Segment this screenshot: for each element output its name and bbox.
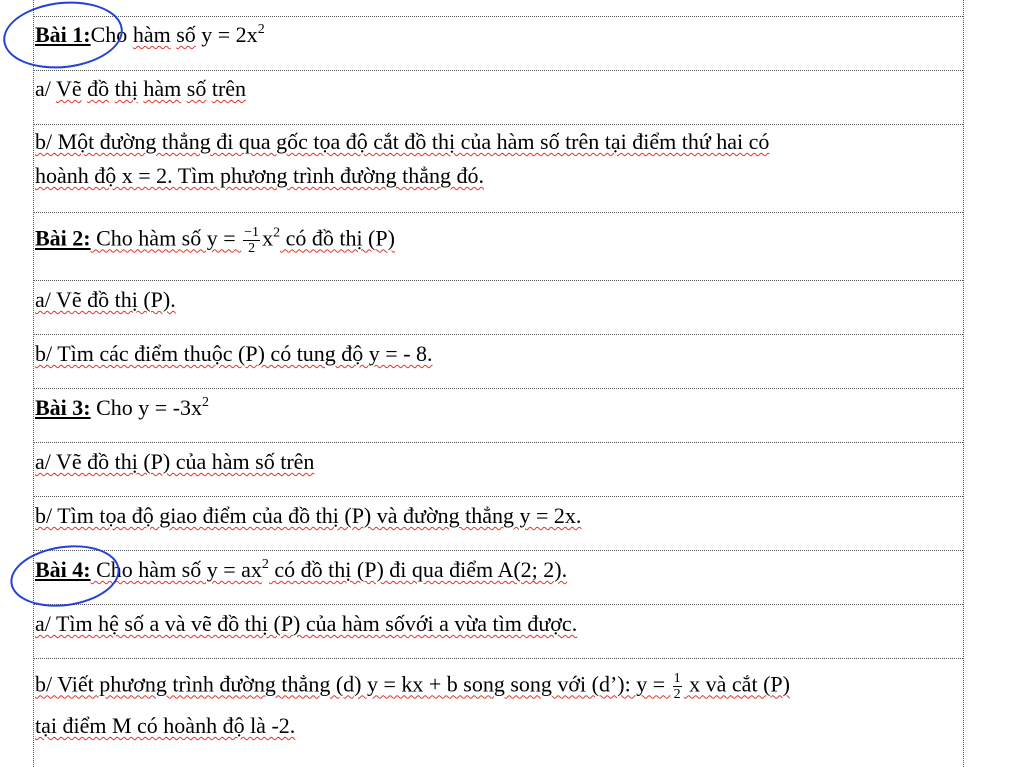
bai1-a <box>35 76 246 102</box>
bai4-label: Bài 4: <box>35 557 91 582</box>
fraction <box>673 671 682 702</box>
fraction-denominator: 2 <box>673 687 681 702</box>
bai3-a: a/ Vẽ đồ thị (P) của hàm số trên <box>35 449 315 474</box>
fraction-numerator: 1 <box>673 671 681 686</box>
bai1-heading <box>35 22 265 48</box>
word: số <box>186 76 207 101</box>
table-row <box>33 658 963 767</box>
table-row <box>33 550 963 604</box>
bai4-b-line1 <box>35 671 790 702</box>
bai2-tail: có đồ thị (P) <box>280 225 395 251</box>
word: thị <box>114 76 138 101</box>
bai2-var: x <box>262 225 274 251</box>
bai1-word: hàm <box>132 22 171 47</box>
bai4-b-line2: tại điểm M có hoành độ là -2. <box>35 713 296 738</box>
bai4-a: a/ Tìm hệ số a và vẽ đồ thị (P) của hàm sốvới a vừa tìm được. <box>35 611 578 636</box>
word: Vẽ <box>55 76 82 101</box>
fraction <box>243 225 260 256</box>
bai1-pre: Cho <box>90 22 133 47</box>
word: trên <box>211 76 247 101</box>
bai4-b-text: b/ Viết phương trình đường thẳng (d) y = kx + b song song với (d’): y = <box>35 671 671 697</box>
word: hàm <box>143 76 182 101</box>
fraction-denominator: 2 <box>248 241 256 256</box>
bai2-text: Cho hàm số y = <box>90 225 242 251</box>
bai4-text: Cho hàm số y = ax <box>90 557 262 582</box>
table-right-border <box>963 0 964 767</box>
bai2-heading <box>35 225 395 256</box>
table-row <box>33 388 963 442</box>
bai1-b-line1: b/ Một đường thẳng đi qua gốc tọa độ cắt đồ thị của hàm số trên tại điểm thứ hai có <box>35 129 770 154</box>
exponent: 2 <box>257 22 265 37</box>
bai3-b: b/ Tìm tọa độ giao điểm của đồ thị (P) và đường thẳng y = 2x. <box>35 503 582 528</box>
exponent: 2 <box>202 395 210 410</box>
table-row <box>33 70 963 124</box>
bai1-b-line2: hoành độ x = 2. Tìm phương trình đường thẳng đó. <box>35 163 484 188</box>
bai3-label: Bài 3: <box>35 395 91 420</box>
exponent: 2 <box>261 557 269 572</box>
bai1-label: Bài 1: <box>35 22 91 47</box>
bai2-b: b/ Tìm các điểm thuộc (P) có tung độ y = - 8. <box>35 341 433 366</box>
bai2-a: a/ Vẽ đồ thị (P). <box>35 287 176 312</box>
table-row <box>33 212 963 280</box>
bai4-b-tail: x và cắt (P) <box>683 671 790 697</box>
table-row <box>33 124 963 212</box>
table-row <box>33 280 963 334</box>
bai4-tail: có đồ thị (P) đi qua điểm A(2; 2). <box>268 557 568 582</box>
exponent: 2 <box>273 225 281 241</box>
table-row <box>33 604 963 658</box>
bai3-heading <box>35 395 209 421</box>
table-row <box>33 442 963 496</box>
bai1-word: số <box>176 22 196 47</box>
table-row <box>33 334 963 388</box>
item-prefix: a/ <box>35 76 56 101</box>
bai4-heading <box>35 557 567 583</box>
bai3-text: Cho y = -3x <box>90 395 203 420</box>
fraction-numerator: −1 <box>244 225 260 240</box>
table-row <box>33 496 963 550</box>
bai1-formula: y = 2x <box>195 22 258 47</box>
bai2-label: Bài 2: <box>35 225 91 251</box>
word: đồ <box>87 76 110 101</box>
table-row <box>33 16 963 70</box>
